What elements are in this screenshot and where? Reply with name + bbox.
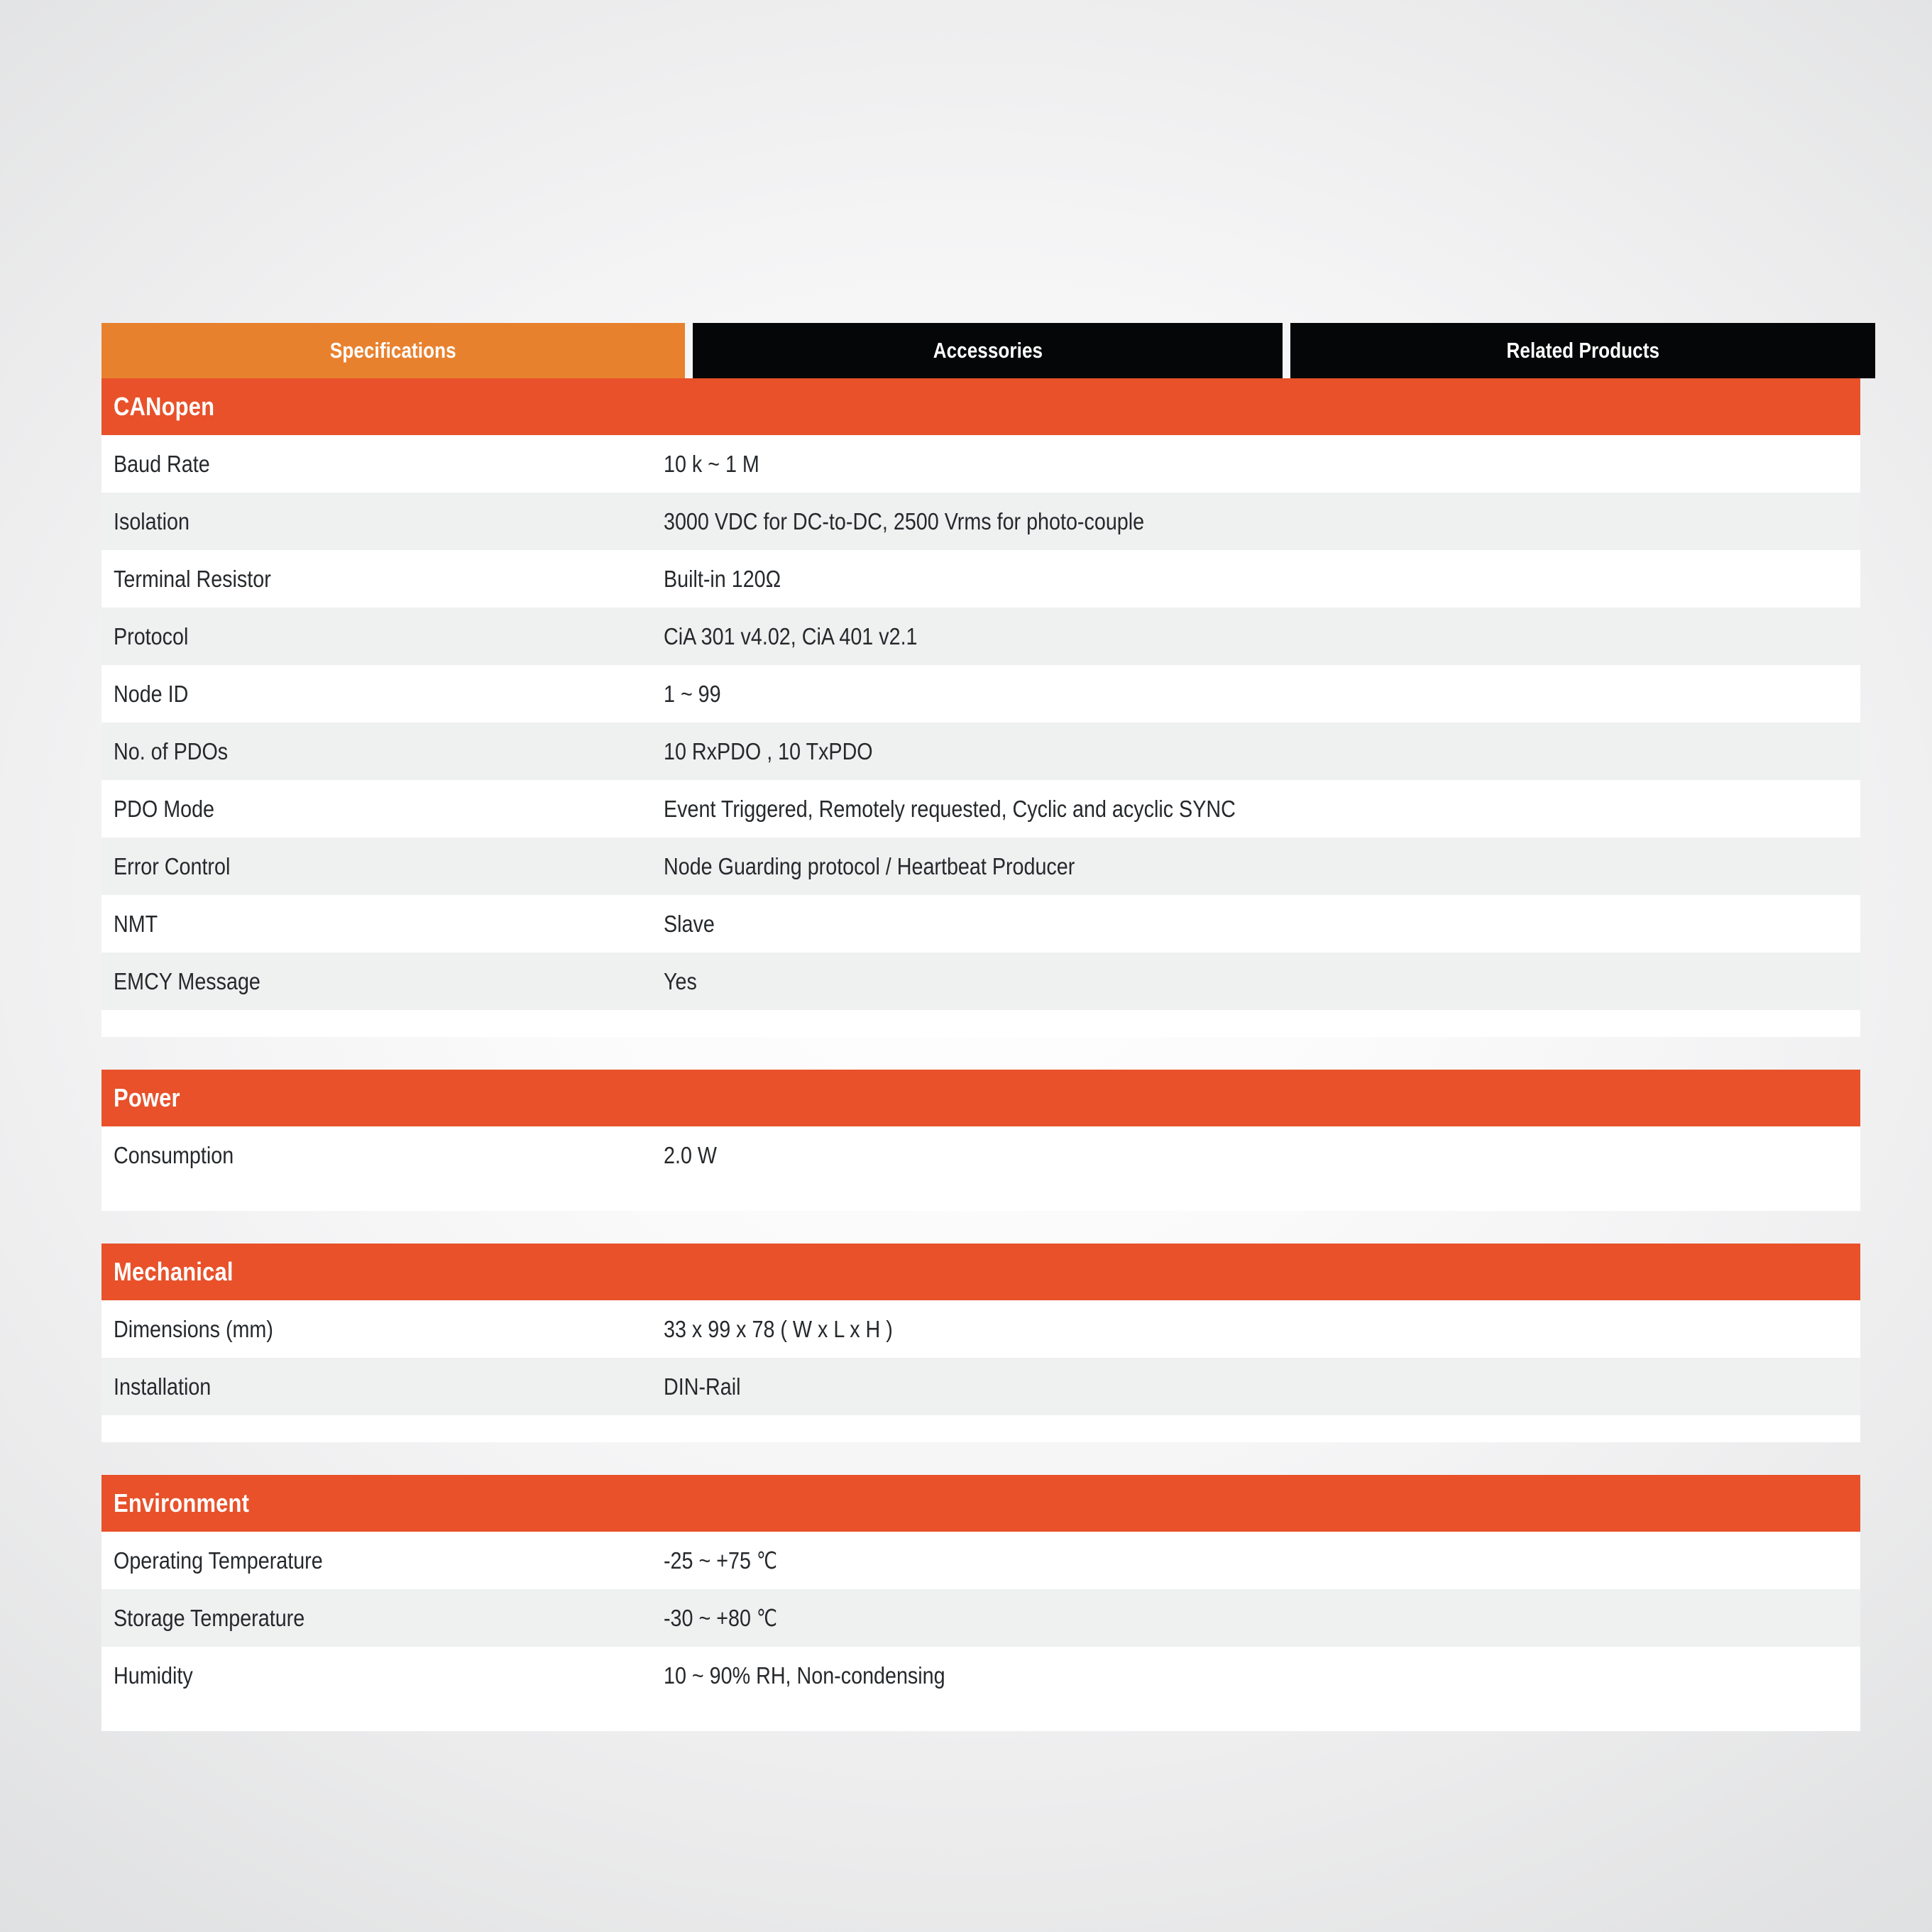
section-rows-environment — [101, 1532, 1860, 1731]
spec-label: Humidity — [114, 1662, 193, 1689]
spec-value: 10 k ~ 1 M — [664, 450, 759, 477]
tab-bar — [101, 323, 1860, 378]
section-title: Power — [114, 1083, 180, 1112]
spec-value: DIN-Rail — [664, 1373, 741, 1400]
section-gap — [101, 1442, 1860, 1475]
section-power — [101, 1070, 1860, 1211]
spec-value: Event Triggered, Remotely requested, Cyclic and acyclic SYNC — [664, 795, 1236, 822]
spec-label: Baud Rate — [114, 450, 210, 477]
table-row — [101, 493, 1860, 550]
table-row — [101, 1358, 1860, 1415]
section-title: CANopen — [114, 392, 215, 421]
tab-related-products[interactable] — [1290, 323, 1875, 378]
table-row — [101, 665, 1860, 723]
spec-label: Installation — [114, 1373, 212, 1400]
sections-container — [101, 378, 1860, 1731]
spec-label: Terminal Resistor — [114, 565, 271, 592]
spec-label: PDO Mode — [114, 795, 215, 822]
spec-label: NMT — [114, 910, 158, 937]
tab-label: Specifications — [330, 338, 456, 363]
spec-value: 10 RxPDO , 10 TxPDO — [664, 737, 873, 764]
table-row — [101, 1300, 1860, 1358]
section-environment — [101, 1475, 1860, 1731]
spec-label: Node ID — [114, 680, 189, 707]
tab-label: Related Products — [1506, 338, 1659, 363]
section-tail-spacer — [101, 1704, 1860, 1731]
section-title: Mechanical — [114, 1257, 234, 1286]
section-header-canopen — [101, 378, 1860, 435]
table-row — [101, 1126, 1860, 1184]
table-row — [101, 953, 1860, 1010]
spec-label: Protocol — [114, 622, 189, 649]
section-header-environment — [101, 1475, 1860, 1532]
spec-value: Yes — [664, 967, 697, 994]
spec-value: CiA 301 v4.02, CiA 401 v2.1 — [664, 622, 918, 649]
section-title: Environment — [114, 1488, 250, 1517]
specifications-panel — [101, 323, 1860, 1731]
table-row — [101, 1589, 1860, 1647]
section-rows-power — [101, 1126, 1860, 1211]
table-row — [101, 780, 1860, 838]
spec-label: EMCY Message — [114, 967, 260, 994]
spec-value: 2.0 W — [664, 1141, 717, 1168]
spec-value: 3000 VDC for DC-to-DC, 2500 Vrms for photo-couple — [664, 507, 1145, 534]
section-gap — [101, 1037, 1860, 1070]
tab-specifications[interactable] — [101, 323, 685, 378]
spec-value: 33 x 99 x 78 ( W x L x H ) — [664, 1315, 893, 1342]
spec-label: Storage Temperature — [114, 1604, 305, 1631]
section-header-power — [101, 1070, 1860, 1126]
tab-label: Accessories — [933, 338, 1043, 363]
section-header-mechanical — [101, 1244, 1860, 1300]
spec-label: Operating Temperature — [114, 1547, 323, 1574]
section-gap — [101, 1211, 1860, 1244]
table-row — [101, 550, 1860, 608]
spec-label: Error Control — [114, 852, 231, 879]
table-row — [101, 838, 1860, 895]
spec-value: Built-in 120Ω — [664, 565, 781, 592]
section-rows-canopen — [101, 435, 1860, 1037]
table-row — [101, 723, 1860, 780]
section-canopen — [101, 378, 1860, 1037]
spec-value: Node Guarding protocol / Heartbeat Producer — [664, 852, 1075, 879]
spec-value: Slave — [664, 910, 715, 937]
section-rows-mechanical — [101, 1300, 1860, 1442]
spec-label: Isolation — [114, 507, 190, 534]
section-tail-spacer — [101, 1010, 1860, 1037]
spec-value: 10 ~ 90% RH, Non-condensing — [664, 1662, 945, 1689]
table-row — [101, 608, 1860, 665]
spec-value: 1 ~ 99 — [664, 680, 721, 707]
spec-label: Consumption — [114, 1141, 234, 1168]
section-tail-spacer — [101, 1184, 1860, 1211]
section-mechanical — [101, 1244, 1860, 1442]
spec-value: -30 ~ +80 ℃ — [664, 1605, 777, 1631]
spec-label: No. of PDOs — [114, 737, 229, 764]
table-row — [101, 895, 1860, 953]
table-row — [101, 1647, 1860, 1704]
section-tail-spacer — [101, 1415, 1860, 1442]
table-row — [101, 435, 1860, 493]
tab-accessories[interactable] — [693, 323, 1283, 378]
table-row — [101, 1532, 1860, 1589]
spec-label: Dimensions (mm) — [114, 1315, 273, 1342]
spec-value: -25 ~ +75 ℃ — [664, 1547, 777, 1574]
